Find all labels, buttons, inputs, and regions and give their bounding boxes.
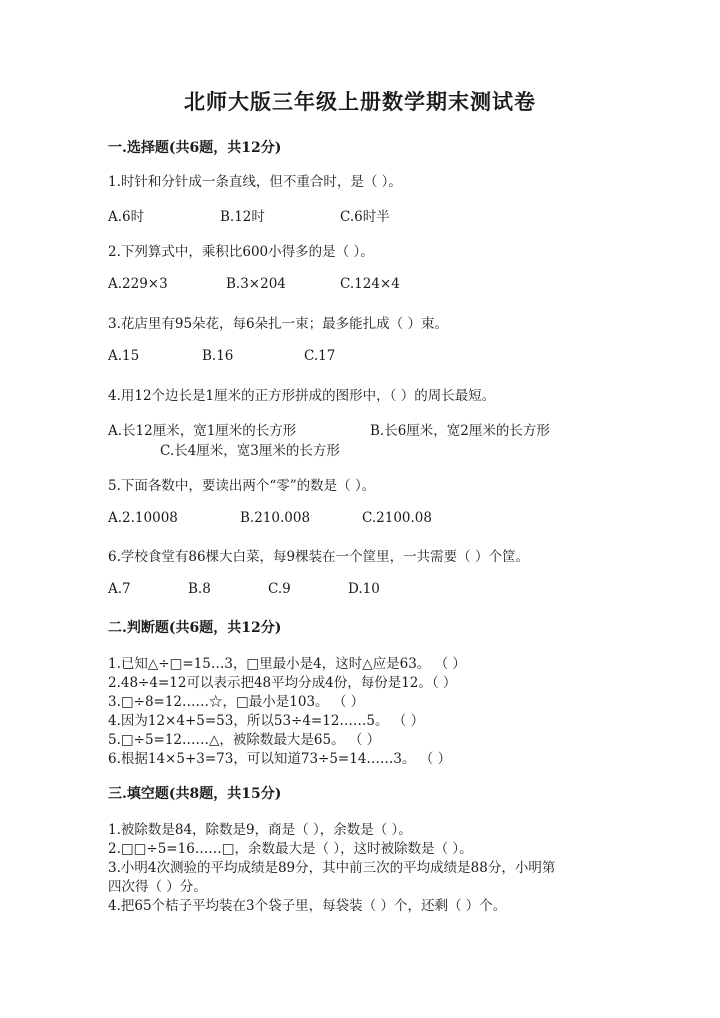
- option-a: A.7: [108, 581, 131, 597]
- fill-item: 4.把65个桔子平均装在3个袋子里，每袋装（ ）个，还剩（ ）个。: [108, 898, 507, 914]
- question-stem: 3.花店里有95朵花，每6朵扎一束；最多能扎成（ ）束。: [108, 316, 448, 332]
- option-c: C.2100.08: [362, 510, 432, 526]
- option-a: A.2.10008: [108, 510, 178, 526]
- option-c: C.124×4: [340, 276, 400, 292]
- page-title: 北师大版三年级上册数学期末测试卷: [184, 89, 536, 114]
- question-stem: 1.时针和分针成一条直线，但不重合时，是（ ）。: [108, 174, 402, 190]
- question-stem: 5.下面各数中，要读出两个“零”的数是（ ）。: [108, 478, 376, 494]
- option-c: C.长4厘米，宽3厘米的长方形: [160, 443, 340, 459]
- option-b: B.16: [202, 348, 234, 364]
- option-b: B.8: [188, 581, 211, 597]
- question-stem: 4.用12个边长是1厘米的正方形拼成的图形中，（ ）的周长最短。: [108, 388, 496, 404]
- option-c: C.9: [268, 581, 291, 597]
- option-b: B.210.008: [240, 510, 311, 526]
- judgment-item: 3.□÷8=12……☆，□最小是103。 （ ）: [108, 694, 365, 710]
- option-a: A.15: [108, 348, 140, 364]
- judgment-item: 6.根据14×5+3=73，可以知道73÷5=14……3。 （ ）: [108, 751, 452, 767]
- question-stem: 6.学校食堂有86棵大白菜，每9棵装在一个筐里，一共需要（ ）个筐。: [108, 549, 529, 565]
- section-heading-judgment: 二.判断题(共6题，共12分): [108, 620, 282, 636]
- judgment-item: 1.已知△÷□=15…3，□里最小是4，这时△应是63。 （ ）: [108, 656, 466, 672]
- option-d: D.10: [348, 581, 380, 597]
- fill-item: 四次得（ ）分。: [108, 879, 207, 895]
- judgment-item: 5.□÷5=12……△，被除数最大是65。 （ ）: [108, 732, 381, 748]
- option-b: B.3×204: [226, 276, 286, 292]
- section-heading-fill: 三.填空题(共8题，共15分): [108, 786, 282, 802]
- option-a: A.6时: [108, 209, 145, 225]
- option-a: A.229×3: [108, 276, 168, 292]
- fill-item: 2.□□÷5=16……□，余数最大是（ ），这时被除数是（ ）。: [108, 841, 473, 857]
- section-heading-choice: 一.选择题(共6题，共12分): [108, 140, 282, 156]
- option-c: C.17: [304, 348, 336, 364]
- fill-item: 1.被除数是84，除数是9，商是（ ），余数是（ ）。: [108, 822, 412, 838]
- judgment-item: 2.48÷4=12可以表示把48平均分成4份，每份是12。（ ）: [108, 675, 457, 691]
- question-stem: 2.下列算式中，乘积比600小得多的是（ ）。: [108, 244, 374, 260]
- judgment-item: 4.因为12×4+5=53，所以53÷4=12……5。 （ ）: [108, 713, 425, 729]
- option-b: B.12时: [220, 209, 265, 225]
- option-a: A.长12厘米，宽1厘米的长方形: [108, 423, 297, 439]
- option-b: B.长6厘米，宽2厘米的长方形: [370, 423, 550, 439]
- fill-item: 3.小明4次测验的平均成绩是89分，其中前三次的平均成绩是88分，小明第: [108, 860, 556, 876]
- option-c: C.6时半: [340, 209, 390, 225]
